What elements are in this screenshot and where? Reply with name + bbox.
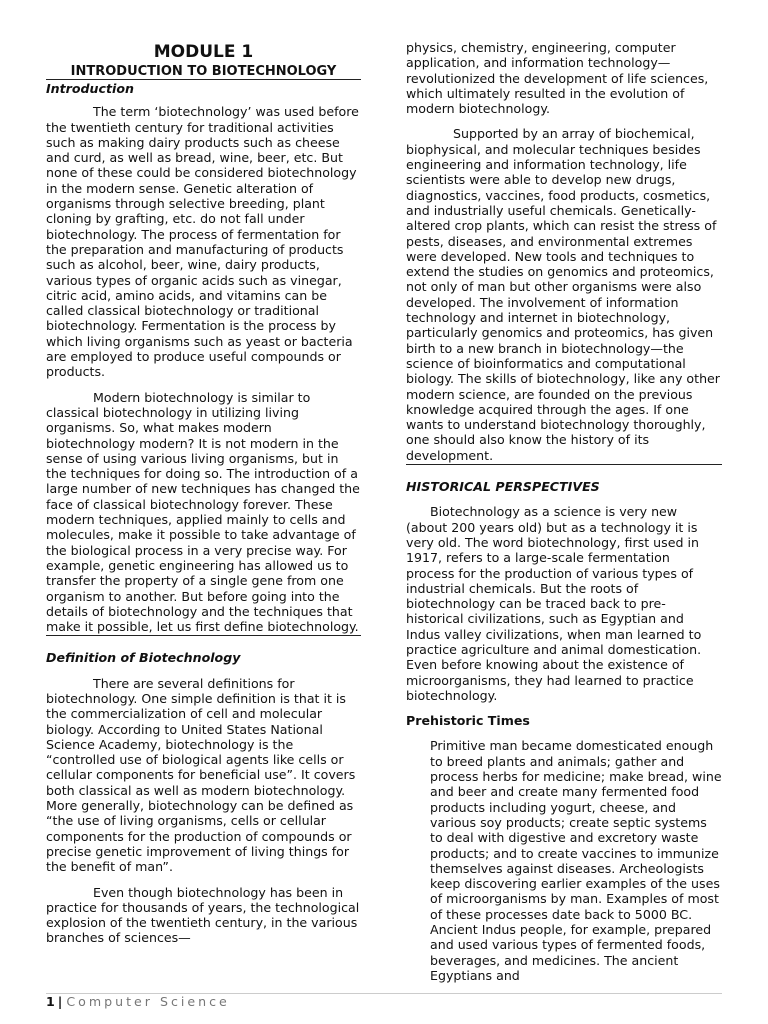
page-footer xyxy=(46,994,230,1009)
historical-heading: HISTORICAL PERSPECTIVES xyxy=(406,479,600,495)
definition-paragraph-1: There are several definitions for biotechnology. One simple definition is that it is the commercialization of cell and molecular biology. According to United States National Science Academy, biotechnology is the “controlled use of biological agents like cells or cellular components for beneficial use”. It covers both classical as well as modern biotechnology. More generally, biotechnology can be defined as “the use of living organisms, cells or cellular components for the production of compounds or precise genetic improvement of living things for the benefit of man”. xyxy=(46,675,356,875)
page-number: 1 xyxy=(46,994,55,1009)
subtitle-rule xyxy=(46,64,361,80)
left-column xyxy=(46,42,361,956)
footer-separator: | xyxy=(57,994,63,1009)
definition-paragraph-3: Supported by an array of biochemical, biophysical, and molecular techniques besides engineering and information technology, life scientists were able to develop new drugs, diagnostics, vaccines, food products, cosmetics, and industrially useful chemicals. Genetically-altered crop plants, which can resist the stress of pests, diseases, and environmental extremes were developed. New tools and techniques to extend the studies on genomics and proteomics, not only of man but other organisms were also developed. The involvement of information technology and internet in biotechnology, particularly genomics and proteomics, has given birth to a new branch in biotechnology—the science of bioinformatics and computational biology. The skills of biotechnology, like any other modern science, are founded on the previous knowledge acquired through the ages. If one wants to understand biotechnology thoroughly, one should also know the history of its development. xyxy=(406,126,720,463)
right-column xyxy=(406,42,722,993)
definition-paragraph-2-continued: physics, chemistry, engineering, computer application, and information technology—revolutionized the development of life sciences, which ultimately resulted in the evolution of modern biotechnology. xyxy=(406,40,709,117)
introduction-paragraph-2: Modern biotechnology is similar to classical biotechnology in utilizing living organisms. So, what makes modern biotechnology modern? It is not modern in the sense of using various living organisms, but in the techniques for doing so. The introduction of a large number of new techniques has changed the face of classical biotechnology forever. These modern techniques, applied mainly to cells and molecules, make it possible to take advantage of the biological process in a very precise way. For example, genetic engineering has allowed us to transfer the property of a single gene from one organism to another. But before going into the details of biotechnology and the techniques that make it possible, let us first define biotechnology. xyxy=(46,389,360,635)
definition-paragraph-3-block xyxy=(406,126,722,465)
introduction-heading: Introduction xyxy=(46,81,134,96)
definition-paragraph-2: Even though biotechnology has been in practice for thousands of years, the technological explosion of the twentieth century, in the various branches of sciences— xyxy=(46,884,360,946)
module-subtitle: INTRODUCTION TO BIOTECHNOLOGY xyxy=(70,64,337,79)
definition-heading: Definition of Biotechnology xyxy=(46,650,241,666)
module-title: MODULE 1 xyxy=(153,42,254,62)
footer-department: Computer Science xyxy=(66,994,230,1009)
prehistoric-paragraph-1: Primitive man became domesticated enough to breed plants and animals; gather and process herbs for medicine; make bread, wine and beer and create many fermented food products including yogurt, cheese, and various soy products; create septic systems to deal with digestive and excretory waste products; and to create vaccines to immunize themselves against diseases. Archeologists keep discovering earlier examples of the uses of microorganisms by man. Examples of most of these processes date back to 5000 BC. Ancient Indus people, for example, prepared and used various types of fermented foods, beverages, and medicines. The ancient Egyptians and xyxy=(430,738,722,983)
introduction-paragraph-1: The term ‘biotechnology’ was used before the twentieth century for traditional activities such as making dairy products such as cheese and curd, as well as bread, wine, beer, etc. But none of these could be considered biotechnology in the modern sense. Genetic alteration of organisms through selective breeding, plant cloning by grafting, etc. do not fall under biotechnology. The process of fermentation for the preparation and manufacturing of products such as alcohol, beer, wine, dairy products, various types of organic acids such as vinegar, citric acid, amino acids, and vitamins can be called classical biotechnology or traditional biotechnology. Fermentation is the process by which living organisms such as yeast or bacteria are employed to produce useful compounds or products. xyxy=(46,104,359,380)
historical-paragraph-1: Biotechnology as a science is very new (about 200 years old) but as a technology it is very old. The word biotechnology, first used in 1917, refers to a large-scale fermentation process for the production of various types of industrial chemicals. But the roots of biotechnology can be traced back to pre-historical civilizations, such as Egyptian and Indus valley civilizations, when man learned to practice agriculture and animal domestication. Even before knowing about the existence of microorganisms, they had learned to practice biotechnology. xyxy=(406,504,702,703)
prehistoric-heading: Prehistoric Times xyxy=(406,713,530,729)
introduction-paragraph-2-block xyxy=(46,390,361,637)
